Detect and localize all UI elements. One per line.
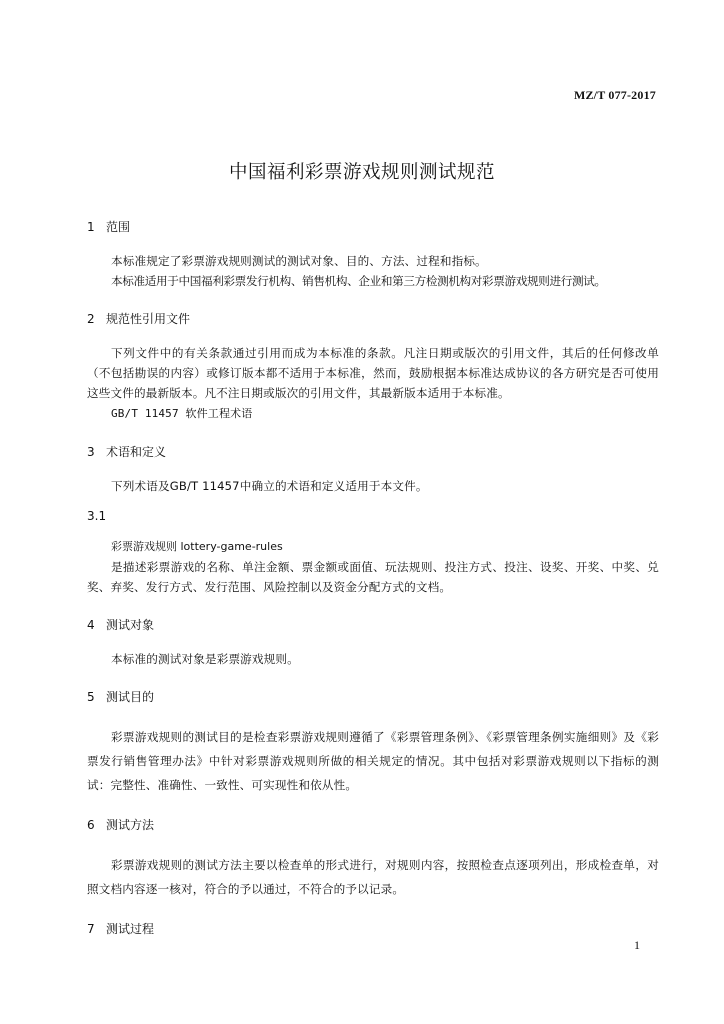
section-number: 3 [87,445,95,459]
section-number: 2 [87,312,95,326]
paragraph: 下列文件中的有关条款通过引用而成为本标准的条款。凡注日期或版次的引用文件，其后的任何修改单（不包括勘误的内容）或修订版本都不适用于本标准，然而，鼓励根据本标准达成协议的各方研究是否可使用这些文件的最新版本。凡不注日期或版次的引用文件，其最新版本适用于本标准。 [87,346,659,400]
section-title: 范围 [106,220,131,234]
term-definition: 是描述彩票游戏的名称、单注金额、票金额或面值、玩法规则、投注方式、投注、设奖、开奖、中奖、兑奖、弃奖、发行方式、发行范围、风险控制以及资金分配方式的文档。 [87,560,659,594]
section-title: 术语和定义 [106,445,167,459]
section-heading-test-object [87,616,659,634]
section-title: 测试过程 [106,922,155,936]
section-heading-terms [87,443,659,461]
section-title: 规范性引用文件 [106,312,191,326]
section-number: 6 [87,818,95,832]
section-heading-normative-references [87,310,659,328]
paragraph: 彩票游戏规则的测试目的是检查彩票游戏规则遵循了《彩票管理条例》、《彩票管理条例实施细则》及《彩票发行销售管理办法》中针对彩票游戏规则所做的相关规定的情况。其中包括对彩票游戏规则以下指标的测试：完整性、准确性、一致性、可实现性和依从性。 [87,730,659,792]
paragraph: 下列术语及GB/T 11457中确立的术语和定义适用于本文件。 [111,479,428,493]
section-number: 7 [87,922,95,936]
document-title: 中国福利彩票游戏规则测试规范 [228,162,495,183]
document-body [87,218,659,938]
subsection-number: 3.1 [87,509,107,523]
paragraph: 本标准规定了彩票游戏规则测试的测试对象、目的、方法、过程和指标。 [111,254,487,268]
term-entry: 彩票游戏规则 lottery-game-rules [111,540,283,553]
paragraph: 本标准的测试对象是彩票游戏规则。 [111,652,299,666]
section-number: 4 [87,618,95,632]
section-heading-scope [87,218,659,236]
paragraph: 本标准适用于中国福利彩票发行机构、销售机构、企业和第三方检测机构对彩票游戏规则进行测试。 [111,274,606,288]
section-heading-test-purpose [87,688,659,706]
page-number: 1 [634,938,640,952]
section-heading-test-process [87,920,659,938]
section-title: 测试方法 [106,818,155,832]
section-title: 测试目的 [106,690,155,704]
reference-item: GB/T 11457 软件工程术语 [111,407,253,420]
section-number: 5 [87,690,95,704]
section-heading-test-method [87,816,659,834]
section-number: 1 [87,220,95,234]
section-title: 测试对象 [106,618,155,632]
standard-code: MZ/T 077-2017 [573,88,656,102]
paragraph: 彩票游戏规则的测试方法主要以检查单的形式进行，对规则内容，按照检查点逐项列出，形成检查单，对照文档内容逐一核对，符合的予以通过，不符合的予以记录。 [87,858,659,896]
